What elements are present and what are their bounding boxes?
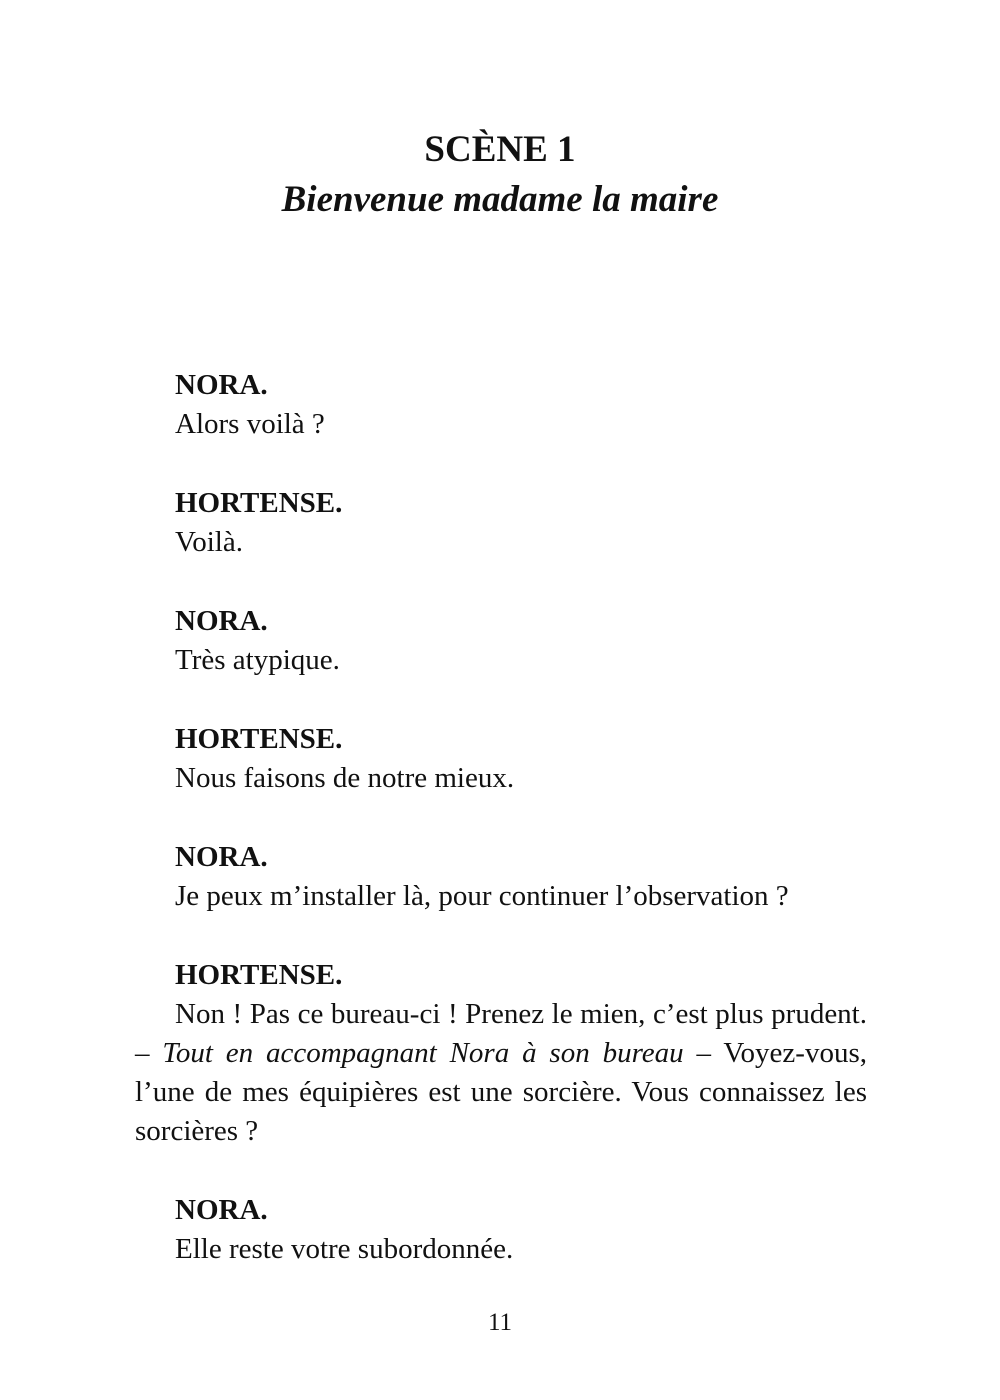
dialogue-entry	[135, 956, 867, 1151]
dialogue-line: Très atypique.	[175, 644, 340, 676]
speaker-name: NORA.	[175, 841, 268, 873]
dialogue-line: Alors voilà ?	[175, 408, 325, 440]
dialogue-line	[135, 995, 867, 1151]
scene-title: SCÈNE 1	[424, 129, 576, 170]
dialogue-entry	[135, 602, 867, 680]
speaker-name: HORTENSE.	[175, 959, 343, 991]
speaker-name: NORA.	[175, 605, 268, 637]
dialogue-entry	[135, 838, 867, 916]
dialogue-entry	[135, 1191, 867, 1269]
dialogue-text: – Voyez-vous, l’une de mes équipières est une sorcière. Vous connaissez les sorcières ?	[135, 1037, 867, 1147]
dialogue-entry	[135, 484, 867, 562]
dialogue-line: Elle reste votre subordonnée.	[175, 1233, 514, 1265]
page-number: 11	[487, 1309, 513, 1336]
dialogue-entry	[135, 720, 867, 798]
scene-subtitle: Bienvenue madame la maire	[281, 179, 719, 220]
speaker-name: NORA.	[175, 1194, 268, 1226]
dialogue-text: Non ! Pas ce bureau-ci ! Prenez le mien, c’est plus prudent. –	[135, 998, 867, 1069]
stage-direction: Tout en accompagnant Nora à son bureau	[162, 1037, 684, 1069]
speaker-name: NORA.	[175, 369, 268, 401]
dialogue	[135, 366, 867, 1309]
dialogue-entry	[135, 366, 867, 444]
dialogue-line: Nous faisons de notre mieux.	[175, 762, 515, 794]
dialogue-line: Voilà.	[175, 526, 243, 558]
speaker-name: HORTENSE.	[175, 723, 343, 755]
speaker-name: HORTENSE.	[175, 487, 343, 519]
dialogue-line: Je peux m’installer là, pour continuer l’observation ?	[175, 880, 789, 912]
